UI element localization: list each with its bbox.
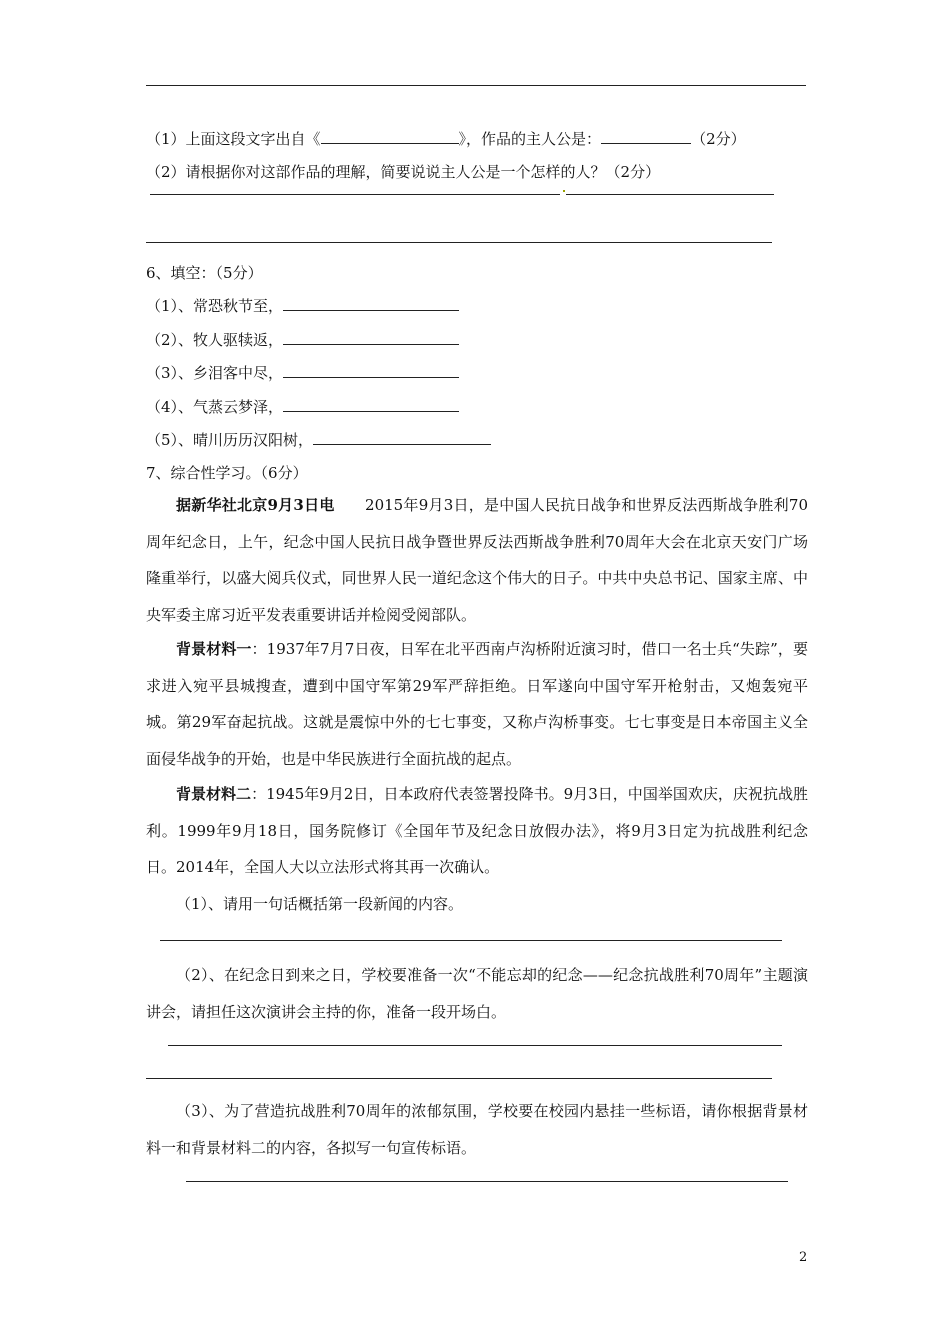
q5-answer-line-1b[interactable]	[566, 194, 774, 195]
ink-dot	[563, 190, 565, 192]
q6-title: 6、填空：（5分）	[146, 264, 263, 282]
q7-title: 7、综合性学习。（6分）	[146, 464, 308, 482]
q5-sub1-score: （2分）	[691, 130, 746, 148]
q5-sub2: （2）请根据你对这部作品的理解，简要说说主人公是一个怎样的人？（2分）	[146, 163, 661, 181]
q7-news-body: 2015年9月3日，是中国人民抗日战争和世界反法西斯战争胜利70周年纪念日，上午，纪念中国人民抗日战争暨世界反法西斯战争胜利70周年大会在北京天安门广场隆重举行，以盛大阅兵仪式，同世界人民一道纪念这个伟大的日子。中共中央总书记、国家主席、中央军委主席习近平发表重要讲话并检阅受阅部队。	[146, 496, 808, 624]
q7-sub2-answer-line-1[interactable]	[168, 1045, 782, 1046]
q7-bg1-label: 背景材料一	[176, 640, 252, 658]
q7-news-paragraph	[146, 487, 808, 633]
q7-background-2	[146, 776, 808, 886]
q7-sub2: （2）、在纪念日到来之日，学校要准备一次“不能忘却的纪念——纪念抗战胜利70周年”主题演讲会，请担任这次演讲会主持的你，准备一段开场白。	[146, 966, 808, 1021]
q5-sub1-mid: 》，作品的主人公是：	[458, 130, 602, 148]
q5-sub1	[146, 128, 746, 149]
q6-item-1	[146, 295, 459, 316]
q7-news-lead: 据新华社北京9月3日电	[176, 496, 335, 514]
q6-blank-5[interactable]	[313, 429, 491, 445]
q7-sub1-answer-line[interactable]	[160, 940, 782, 941]
q6-item-3-text: （3）、乡泪客中尽，	[146, 364, 284, 382]
q5-answer-line-1a[interactable]	[150, 194, 560, 195]
q7-bg2-body: ：1945年9月2日，日本政府代表签署投降书。9月3日，中国举国欢庆，庆祝抗战胜利。1999年9月18日，国务院修订《全国年节及纪念日放假办法》，将9月3日定为抗战胜利纪念日。2014年，全国人大以立法形式将其再一次确认。	[146, 785, 808, 876]
top-rule	[146, 85, 806, 86]
q6-blank-4[interactable]	[283, 396, 459, 412]
q6-blank-2[interactable]	[283, 329, 459, 345]
q6-blank-3[interactable]	[283, 362, 459, 378]
q6-item-2	[146, 329, 459, 350]
q7-background-1	[146, 631, 808, 777]
q7-sub2-answer-line-2[interactable]	[146, 1078, 772, 1079]
q7-bg2-label: 背景材料二	[176, 785, 252, 803]
q7-sub3-answer-line[interactable]	[186, 1181, 788, 1182]
q6-item-4-text: （4）、气蒸云梦泽，	[146, 398, 284, 416]
q6-blank-1[interactable]	[283, 295, 459, 311]
q6-item-5-text: （5）、晴川历历汉阳树，	[146, 431, 314, 449]
page-number: 2	[799, 1250, 808, 1265]
q7-sub3: （3）、为了营造抗战胜利70周年的浓郁氛围，学校要在校园内悬挂一些标语，请你根据背景材料一和背景材料二的内容，各拟写一句宣传标语。	[146, 1102, 808, 1157]
q7-sub1: （1）、请用一句话概括第一段新闻的内容。	[176, 895, 464, 913]
q5-hero-blank[interactable]	[601, 128, 691, 144]
q6-item-2-text: （2）、牧人驱犊返，	[146, 331, 284, 349]
q5-answer-line-2[interactable]	[146, 242, 772, 243]
q6-item-5	[146, 429, 491, 450]
q5-sub1-prefix: （1）上面这段文字出自《	[146, 130, 321, 148]
q7-bg1-body: ：1937年7月7日夜，日军在北平西南卢沟桥附近演习时，借口一名士兵“失踪”，要求进入宛平县城搜查，遭到中国守军第29军严辞拒绝。日军遂向中国守军开枪射击，又炮轰宛平城。第29军奋起抗战。这就是震惊中外的七七事变，又称卢沟桥事变。七七事变是日本帝国主义全面侵华战争的开始，也是中华民族进行全面抗战的起点。	[146, 640, 808, 768]
q6-item-4	[146, 396, 459, 417]
q6-item-3	[146, 362, 459, 383]
q5-book-blank[interactable]	[321, 128, 459, 144]
q6-item-1-text: （1）、常恐秋节至，	[146, 297, 284, 315]
